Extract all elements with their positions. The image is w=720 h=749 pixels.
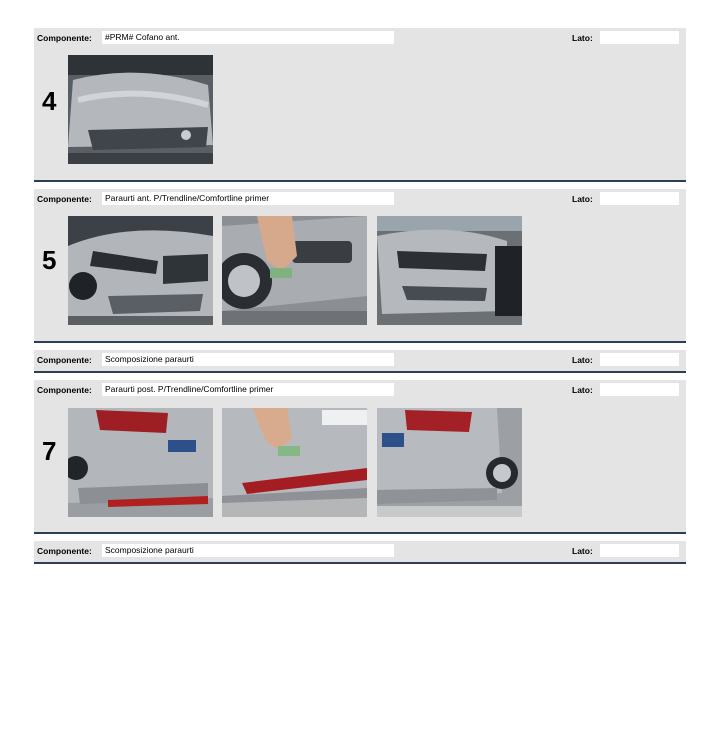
component-field[interactable]: Scomposizione paraurti <box>102 353 394 366</box>
side-field[interactable] <box>600 31 679 44</box>
hood-photo[interactable] <box>68 55 213 164</box>
photo-group-number: 5 <box>42 245 57 275</box>
component-row <box>34 31 686 46</box>
photo-group-number: 7 <box>42 436 57 466</box>
side-field[interactable] <box>600 383 679 396</box>
component-label: Componente: <box>37 546 92 556</box>
component-section-1 <box>34 28 686 182</box>
component-label: Componente: <box>37 33 92 43</box>
component-row <box>34 383 686 398</box>
component-field[interactable]: Scomposizione paraurti <box>102 544 394 557</box>
rear-bumper-photo-3[interactable] <box>377 408 522 517</box>
rear-bumper-photo-2[interactable] <box>222 408 367 517</box>
front-bumper-photo-2[interactable] <box>222 216 367 325</box>
front-bumper-photo-1[interactable] <box>68 216 213 325</box>
rear-bumper-photo-1[interactable] <box>68 408 213 517</box>
component-row <box>34 353 686 368</box>
side-field[interactable] <box>600 544 679 557</box>
component-section-3 <box>34 350 686 373</box>
component-label: Componente: <box>37 385 92 395</box>
component-label: Componente: <box>37 355 92 365</box>
component-field[interactable]: #PRM# Cofano ant. <box>102 31 394 44</box>
component-field[interactable]: Paraurti ant. P/Trendline/Comfortline primer <box>102 192 394 205</box>
component-section-5 <box>34 541 686 564</box>
side-label: Lato: <box>572 355 593 365</box>
front-bumper-photo-3[interactable] <box>377 216 522 325</box>
side-label: Lato: <box>572 385 593 395</box>
component-section-4 <box>34 380 686 534</box>
side-field[interactable] <box>600 353 679 366</box>
side-label: Lato: <box>572 33 593 43</box>
photo-group-number: 4 <box>42 86 57 116</box>
side-field[interactable] <box>600 192 679 205</box>
component-section-2 <box>34 189 686 343</box>
component-row <box>34 544 686 559</box>
component-row <box>34 192 686 207</box>
side-label: Lato: <box>572 546 593 556</box>
component-field[interactable]: Paraurti post. P/Trendline/Comfortline primer <box>102 383 394 396</box>
component-label: Componente: <box>37 194 92 204</box>
side-label: Lato: <box>572 194 593 204</box>
